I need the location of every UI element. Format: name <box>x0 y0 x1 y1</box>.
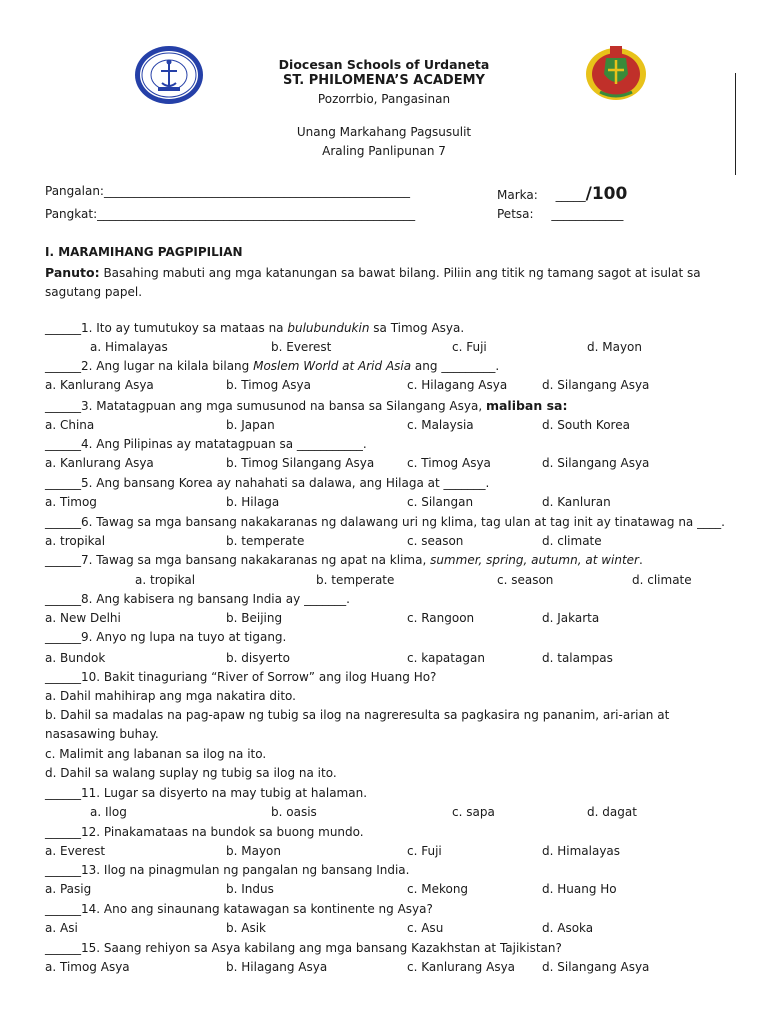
q9-choice-b: b. disyerto <box>226 651 290 665</box>
q11-choice-a: a. Ilog <box>90 805 127 819</box>
score-blank: _____ <box>555 188 586 202</box>
q6-choice-a: a. tropikal <box>45 534 106 548</box>
q7-choice-a: a. tropikal <box>135 573 196 587</box>
q15-choice-b: b. Hilagang Asya <box>226 960 328 974</box>
q3-choice-a: a. China <box>45 418 95 432</box>
directions-label: Panuto: <box>45 265 100 280</box>
q3-choice-b: b. Japan <box>226 418 275 432</box>
q4-choice-d: d. Silangang Asya <box>542 456 650 470</box>
subject-title: Araling Panlipunan 7 <box>322 144 446 158</box>
question-3-emphasis: maliban sa: <box>485 398 568 413</box>
q1-choice-c: c. Fuji <box>452 340 487 354</box>
q2-choice-a: a. Kanlurang Asya <box>45 378 154 392</box>
name-field <box>45 184 410 198</box>
directions-text: Basahing mabuti ang mga katanungan sa bawat bilang. Piliin ang titik ng tamang sagot at isulat sa sagutang papel. <box>45 266 701 299</box>
question-4: ______4. Ang Pilipinas ay matatagpuan sa ___________. <box>45 437 367 451</box>
q1-choice-b: b. Everest <box>271 340 332 354</box>
question-8: ______8. Ang kabisera ng bansang India ay _______. <box>45 592 350 606</box>
name-blank: ___________________________________________________ <box>103 184 410 198</box>
q10-choice-d: d. Dahil sa walang suplay ng tubig sa ilog na ito. <box>45 766 337 780</box>
q2-choice-c: c. Hilagang Asya <box>407 378 508 392</box>
q3-choice-c: c. Malaysia <box>407 418 474 432</box>
question-2 <box>45 359 499 373</box>
q8-choice-d: d. Jakarta <box>542 611 600 625</box>
question-5: ______5. Ang bansang Korea ay nahahati sa dalawa, ang Hilaga at _______. <box>45 476 490 490</box>
question-7-emphasis: summer, spring, autumn, at winter <box>430 553 639 567</box>
school-location: Pozorrbio, Pangasinan <box>317 92 451 106</box>
q12-choice-c: c. Fuji <box>407 844 442 858</box>
q3-choice-d: d. South Korea <box>542 418 630 432</box>
q2-choice-d: d. Silangang Asya <box>542 378 650 392</box>
q5-choice-c: c. Silangan <box>407 495 474 509</box>
q10-choice-c: c. Malimit ang labanan sa ilog na ito. <box>45 747 267 761</box>
q12-choice-a: a. Everest <box>45 844 106 858</box>
q14-choice-a: a. Asi <box>45 921 78 935</box>
q13-choice-c: c. Mekong <box>407 882 469 896</box>
q14-choice-d: d. Asoka <box>542 921 594 935</box>
q12-choice-b: b. Mayon <box>226 844 282 858</box>
q9-choice-a: a. Bundok <box>45 651 106 665</box>
q8-choice-c: c. Rangoon <box>407 611 475 625</box>
score-field <box>497 184 627 204</box>
school-name: ST. PHILOMENA’S ACADEMY <box>283 73 485 88</box>
q11-choice-b: b. oasis <box>271 805 317 819</box>
exam-title: Unang Markahang Pagsusulit <box>296 125 472 139</box>
q2-choice-b: b. Timog Asya <box>226 378 311 392</box>
q13-choice-b: b. Indus <box>226 882 274 896</box>
question-1-text: ______1. Ito ay tumutukoy sa mataas na <box>45 321 288 335</box>
q9-choice-d: d. talampas <box>542 651 613 665</box>
question-7-text: ______7. Tawag sa mga bansang nakakaranas ng apat na klima, <box>45 553 431 567</box>
q5-choice-b: b. Hilaga <box>226 495 280 509</box>
question-1 <box>45 321 464 335</box>
diocese-name: Diocesan Schools of Urdaneta <box>278 57 490 72</box>
q7-choice-b: b. temperate <box>316 573 395 587</box>
q4-choice-a: a. Kanlurang Asya <box>45 456 154 470</box>
q14-choice-c: c. Asu <box>407 921 444 935</box>
question-2-text: ______2. Ang lugar na kilala bilang <box>45 359 254 373</box>
q1-choice-a: a. Himalayas <box>90 340 168 354</box>
q14-choice-b: b. Asik <box>226 921 266 935</box>
section-title: I. MARAMIHANG PAGPIPILIAN <box>45 245 243 259</box>
q1-choice-d: d. Mayon <box>587 340 643 354</box>
q9-choice-c: c. kapatagan <box>407 651 485 665</box>
section-label: Pangkat: <box>45 207 98 221</box>
directions <box>45 263 725 302</box>
q10-choice-b: b. Dahil sa madalas na pag-apaw ng tubig sa ilog na nagreresulta sa pagkasira ng pananim, ari-arian at nasasawing buhay. <box>45 708 670 741</box>
q4-choice-b: b. Timog Silangang Asya <box>226 456 375 470</box>
date-field <box>497 207 623 221</box>
q5-choice-d: d. Kanluran <box>542 495 611 509</box>
q7-choice-d: d. climate <box>632 573 692 587</box>
score-total: /100 <box>585 184 628 204</box>
section-field <box>45 207 415 221</box>
q4-choice-c: c. Timog Asya <box>407 456 491 470</box>
question-9: ______9. Anyo ng lupa na tuyo at tigang. <box>45 630 287 644</box>
section-blank: _____________________________________________________ <box>97 207 416 221</box>
q15-choice-c: c. Kanlurang Asya <box>407 960 516 974</box>
question-7 <box>45 553 643 567</box>
question-3-text: ______3. Matatagpuan ang mga sumusunod na bansa sa Silangang Asya, <box>45 399 486 413</box>
question-3 <box>45 398 568 413</box>
q15-choice-a: a. Timog Asya <box>45 960 130 974</box>
q11-choice-c: c. sapa <box>452 805 495 819</box>
margin-line <box>735 73 736 175</box>
question-13: ______13. Ilog na pinagmulan ng pangalan ng bansang India. <box>45 863 410 877</box>
q8-choice-a: a. New Delhi <box>45 611 121 625</box>
question-11: ______11. Lugar sa disyerto na may tubig at halaman. <box>45 786 368 800</box>
question-6: ______6. Tawag sa mga bansang nakakaranas ng dalawang uri ng klima, tag ulan at tag init ay tinatawag na ____. <box>45 515 725 529</box>
q15-choice-d: d. Silangang Asya <box>542 960 650 974</box>
question-2-emphasis: Moslem World at Arid Asia <box>253 359 412 373</box>
q6-choice-d: d. climate <box>542 534 602 548</box>
q8-choice-b: b. Beijing <box>226 611 283 625</box>
date-blank: ____________ <box>551 207 624 221</box>
question-10: ______10. Bakit tinaguriang “River of Sorrow” ang ilog Huang Ho? <box>45 670 437 684</box>
q5-choice-a: a. Timog <box>45 495 97 509</box>
question-2-text-end: ang _________. <box>411 359 500 373</box>
question-7-text-end: . <box>639 553 643 567</box>
question-15: ______15. Saang rehiyon sa Asya kabilang ang mga bansang Kazakhstan at Tajikistan? <box>45 941 562 955</box>
question-12: ______12. Pinakamataas na bundok sa buong mundo. <box>45 825 364 839</box>
name-label: Pangalan: <box>45 184 104 198</box>
q6-choice-c: c. season <box>407 534 464 548</box>
q11-choice-d: d. dagat <box>587 805 637 819</box>
q7-choice-c: c. season <box>497 573 554 587</box>
question-1-text-end: sa Timog Asya. <box>369 321 465 335</box>
score-label: Marka: <box>497 188 538 202</box>
question-14: ______14. Ano ang sinaunang katawagan sa kontinente ng Asya? <box>45 902 433 916</box>
date-label: Petsa: <box>497 207 534 221</box>
q10-choice-a: a. Dahil mahihirap ang mga nakatira dito. <box>45 689 296 703</box>
q6-choice-b: b. temperate <box>226 534 305 548</box>
q12-choice-d: d. Himalayas <box>542 844 621 858</box>
q13-choice-a: a. Pasig <box>45 882 92 896</box>
q13-choice-d: d. Huang Ho <box>542 882 617 896</box>
question-1-emphasis: bulubundukin <box>287 321 370 335</box>
